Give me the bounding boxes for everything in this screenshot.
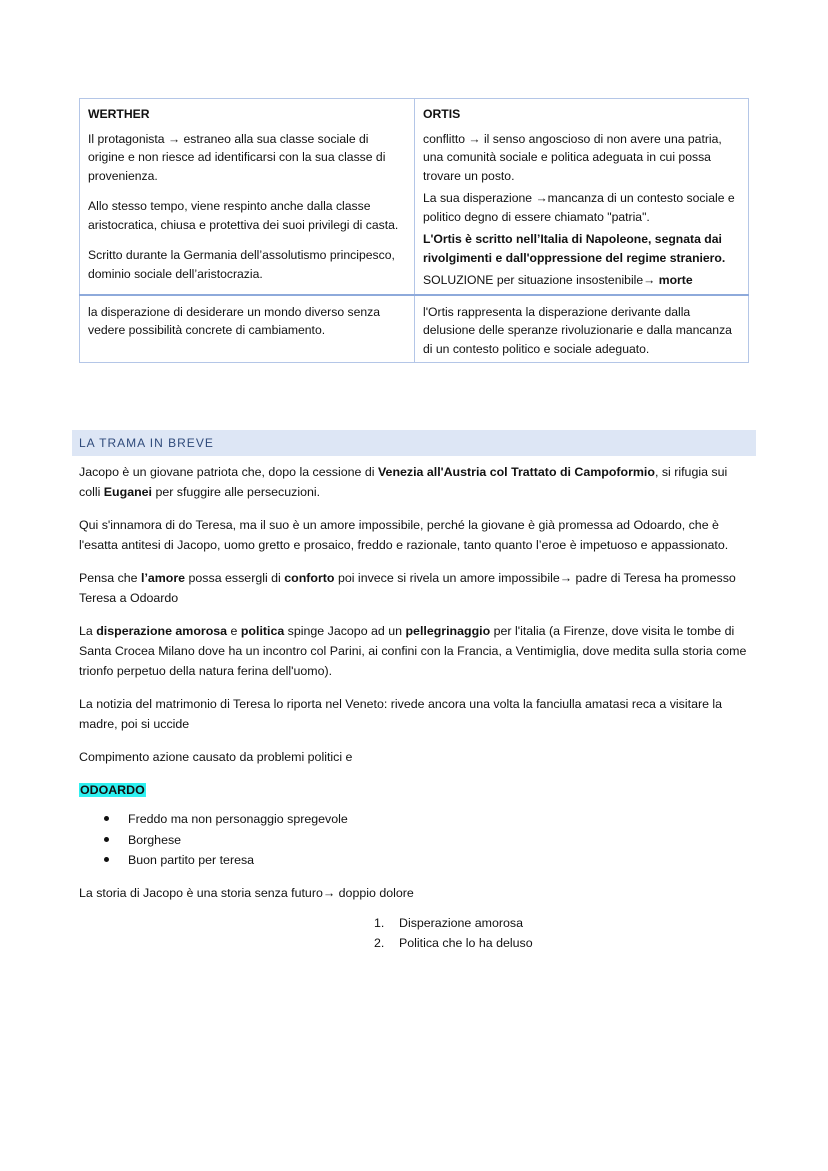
ortis-paragraph: La sua disperazione →mancanza di un contesto sociale e politico degno di essere chiamato "patria". xyxy=(423,191,735,224)
paragraph: Compimento azione causato da problemi politici e xyxy=(79,750,353,764)
ortis-paragraph xyxy=(423,271,740,290)
ortis-solution-bold: → morte xyxy=(643,273,693,287)
list-item xyxy=(374,933,749,954)
text-span: Pensa che xyxy=(79,571,141,585)
bold-span: politica xyxy=(240,624,285,638)
text-span: e xyxy=(227,624,241,638)
comparison-table xyxy=(79,98,749,363)
bold-span: conforto xyxy=(284,571,335,585)
body-text xyxy=(79,462,749,954)
text-span: , si rifugia sui colli xyxy=(79,465,728,499)
odoardo-bullet-list xyxy=(79,809,749,871)
ortis-heading: ORTIS xyxy=(423,107,461,121)
text-span: spinge Jacopo ad un xyxy=(284,624,406,638)
bold-span: disperazione amorosa xyxy=(96,624,228,638)
ortis-solution-text: SOLUZIONE per situazione insostenibile xyxy=(423,273,644,287)
werther-cell xyxy=(80,99,415,295)
werther-paragraph: Scritto durante la Germania dell’assolutismo principesco, dominio sociale dell’aristocrazia. xyxy=(88,248,395,281)
bold-span: Venezia all'Austria col Trattato di Campoformio xyxy=(377,465,655,479)
text-span: possa essergli di xyxy=(185,571,285,585)
werther-heading: WERTHER xyxy=(88,107,150,121)
ortis-paragraph: L'Ortis è scritto nell’Italia di Napoleone, segnata dai rivolgimenti e dall'oppressione del regime straniero. xyxy=(423,232,726,265)
text-span: Jacopo è un giovane patriota che, dopo la cessione di xyxy=(79,465,378,479)
ortis-cell xyxy=(415,99,749,295)
werther-summary-cell xyxy=(80,295,415,363)
list-item: Buon partito per teresa xyxy=(99,850,749,871)
list-text: Politica che lo ha deluso xyxy=(399,936,533,950)
text-span: La xyxy=(79,624,97,638)
table-row xyxy=(80,295,749,363)
ortis-summary-cell xyxy=(415,295,749,363)
ortis-summary: l'Ortis rappresenta la disperazione derivante dalla delusione delle speranze rivoluzionarie e dalla mancanza di un contesto politico e sociale adeguato. xyxy=(423,304,732,356)
odoardo-heading xyxy=(79,780,749,800)
numbered-list xyxy=(79,913,749,954)
paragraph: Qui s'innamora di do Teresa, ma il suo è un amore impossibile, perché la giovane è già promessa ad Odoardo, che è l'esatta antitesi di Jacopo, uomo gretto e prosaico, freddo e razionale, tanto quanto l’eroe è impetuoso e appassionato. xyxy=(79,518,729,552)
paragraph xyxy=(79,621,749,681)
paragraph xyxy=(79,462,749,502)
werther-paragraph: Il protagonista → estraneo alla sua classe sociale di origine e non riesce ad identificarsi con la sua classe di provenienza. xyxy=(88,131,386,183)
text-span: per sfuggire alle persecuzioni. xyxy=(152,485,321,499)
text-span: per l'italia (a Firenze, dove visita le tombe di Santa Crocea Milano dove ha un incontro col Parini, ai confini con la Francia, a Ventimiglia, dove medita sulla storia come trionfo perpetuo della natura ferina dell'uomo). xyxy=(79,624,747,678)
list-number: 1. xyxy=(374,915,385,930)
werther-summary: la disperazione di desiderare un mondo diverso senza vedere possibilità concrete di cambiamento. xyxy=(88,304,381,337)
bold-span: l’amore xyxy=(141,571,186,585)
highlighted-label: ODOARDO xyxy=(80,783,145,797)
ortis-paragraph: conflitto → il senso angoscioso di non avere una patria, una comunità sociale e politica adeguata in cui possa trovare un posto. xyxy=(423,131,722,183)
text-span: poi invece si rivela un amore impossibile→ padre di Teresa ha promesso Teresa a Odoardo xyxy=(79,571,736,605)
paragraph: La notizia del matrimonio di Teresa lo riporta nel Veneto: rivede ancora una volta la fanciulla amatasi reca a visitare la madre, poi si uccide xyxy=(79,697,723,731)
list-number: 2. xyxy=(374,936,385,950)
bold-span: pellegrinaggio xyxy=(405,624,491,638)
list-item xyxy=(374,913,749,934)
list-item: Borghese xyxy=(99,830,749,851)
werther-paragraph: Allo stesso tempo, viene respinto anche dalla classe aristocratica, chiusa e protettiva dei suoi privilegi di casta. xyxy=(88,199,399,232)
table-row xyxy=(80,99,749,295)
section-heading: LA TRAMA IN BREVE xyxy=(72,430,756,456)
list-item: Freddo ma non personaggio spregevole xyxy=(99,809,749,830)
list-text: Disperazione amorosa xyxy=(399,915,523,930)
bold-span: Euganei xyxy=(103,485,152,499)
paragraph xyxy=(79,568,749,608)
paragraph: La storia di Jacopo è una storia senza futuro→ doppio dolore xyxy=(79,885,414,900)
